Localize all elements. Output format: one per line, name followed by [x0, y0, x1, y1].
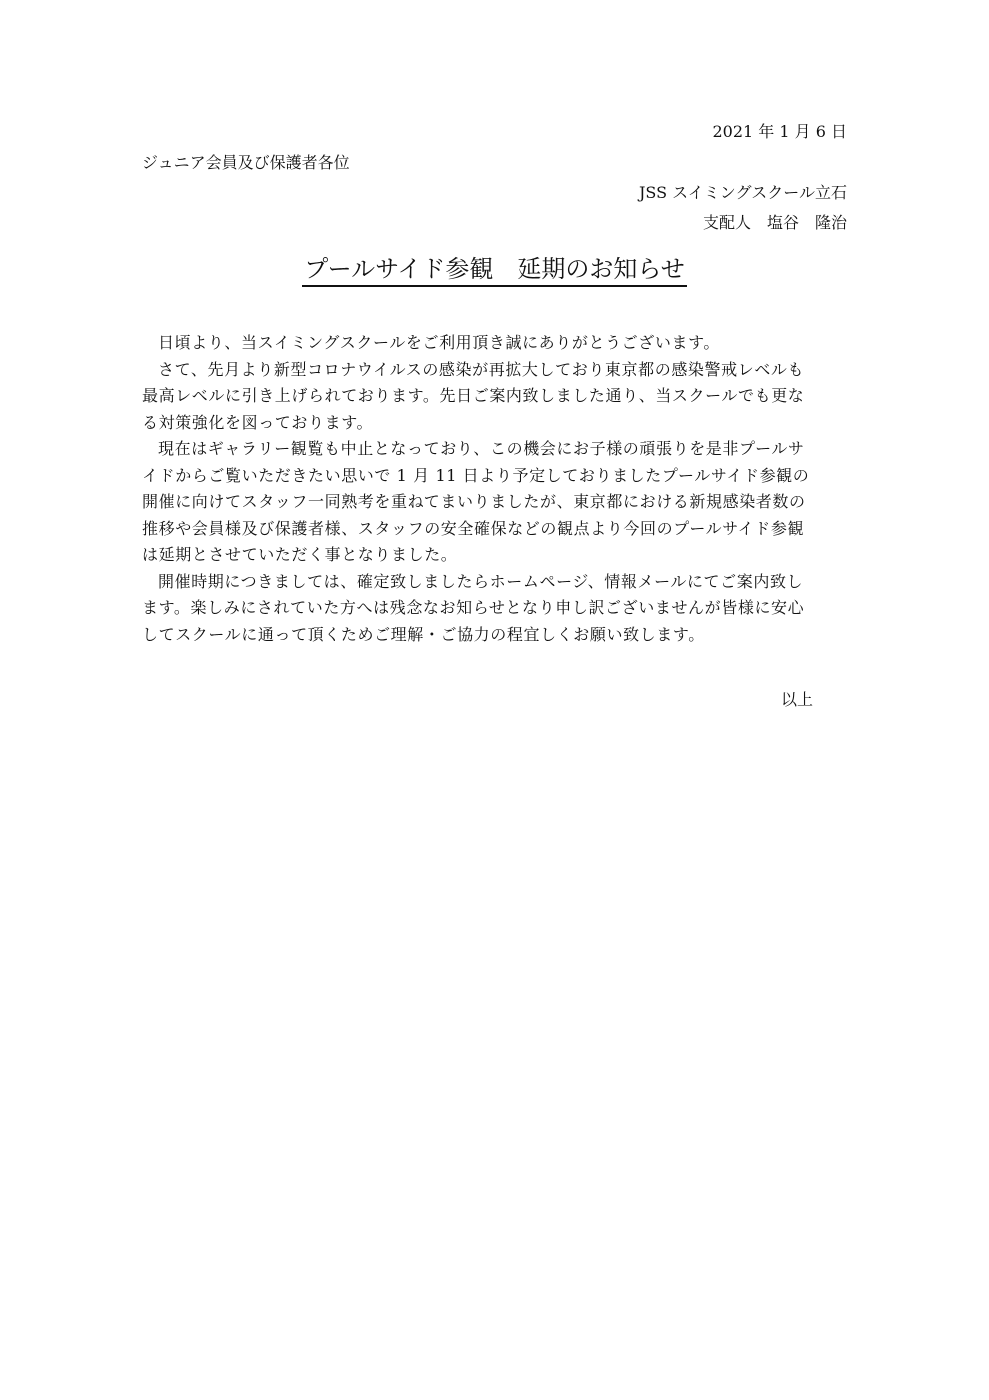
recipient-line: ジュニア会員及び保護者各位: [142, 153, 350, 172]
paragraph-greeting: 日頃より、当スイミングスクールをご利用頂き誠にありがとうございます。: [158, 333, 721, 352]
sender-organization: JSS スイミングスクール立石: [638, 183, 847, 202]
title-container: [0, 253, 989, 287]
sender-name: 支配人 塩谷 隆治: [702, 213, 847, 232]
paragraph-postponement: 現在はギャラリー観覧も中止となっており、この機会にお子様の頑張りを是非プールサイドからご覧いただきたい思いで 1 月 11 日より予定しておりましたプールサイド参観の開催に向けてスタッフ一同熟考を重ねてまいりましたが、東京都における新規感染者数の推移や会員様及び保護者様、スタッフの安全確保などの観点より今回のプールサイド参観は延期とさせていただく事となりました。: [142, 439, 810, 564]
paragraph-schedule: 開催時期につきましては、確定致しましたらホームページ、情報メールにてご案内致します。楽しみにされていた方へは残念なお知らせとなり申し訳ございませんが皆様に安心してスクールに通って頂くためご理解・ご協力の程宜しくお願い致します。: [142, 571, 805, 644]
paragraph-situation: さて、先月より新型コロナウイルスの感染が再拡大しており東京都の感染警戒レベルも最高レベルに引き上げられております。先日ご案内致しました通り、当スクールでも更なる対策強化を図っております。: [142, 359, 805, 432]
document-title: プールサイド参観 延期のお知らせ: [302, 253, 686, 287]
body-text: [142, 330, 814, 648]
document-date: 2021 年 1 月 6 日: [712, 122, 847, 141]
closing-mark: 以上: [780, 690, 813, 709]
